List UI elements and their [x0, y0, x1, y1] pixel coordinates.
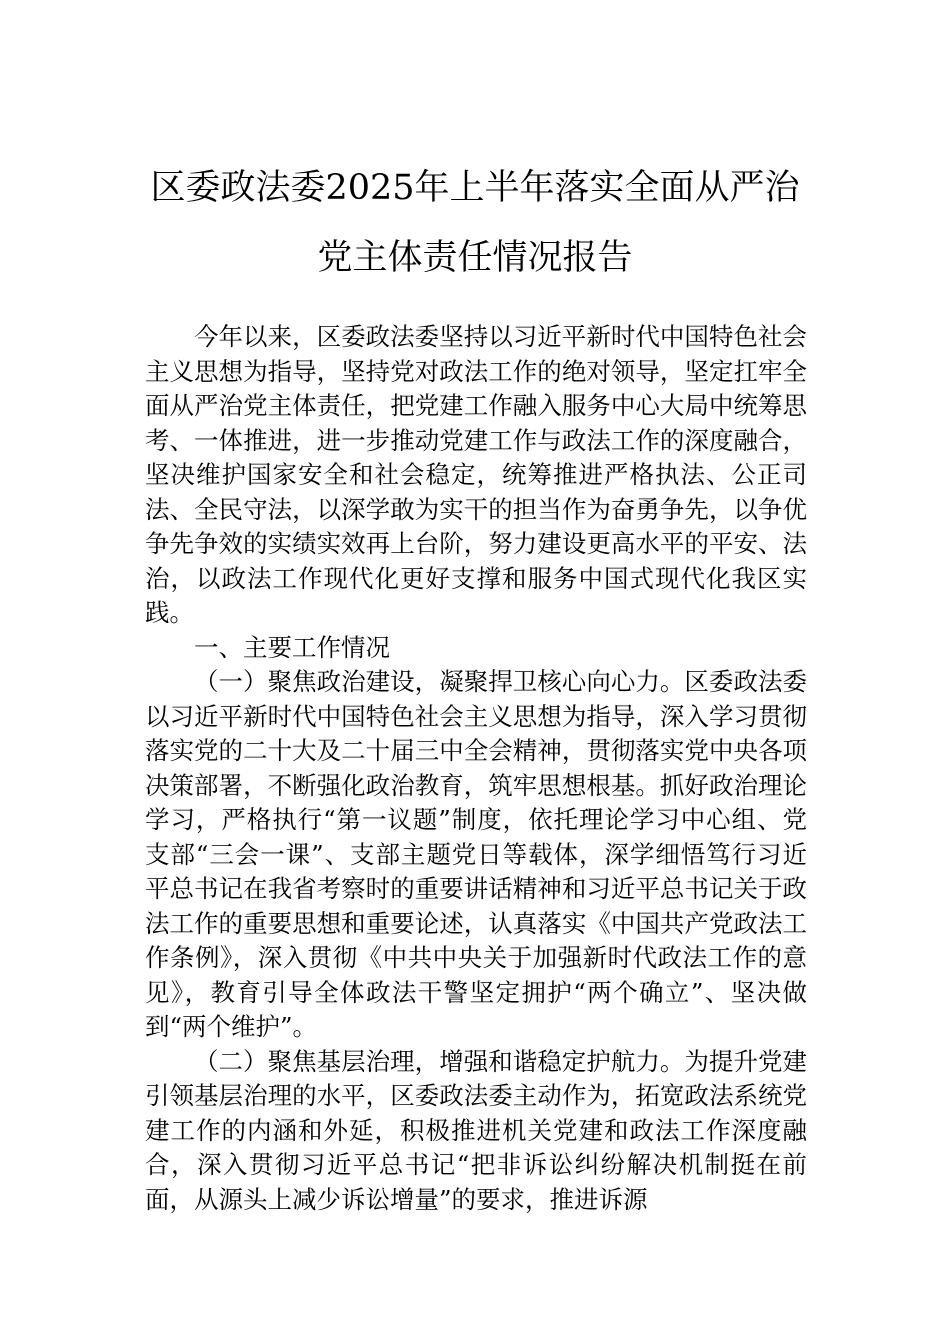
- document-title-line-2: 党主体责任情况报告: [317, 238, 633, 278]
- document-body: [145, 320, 807, 1217]
- section-heading: 一、主要工作情况: [194, 632, 390, 662]
- paragraph-grassroots-governance: （二）聚焦基层治理，增强和谐稳定护航力。为提升党建引领基层治理的水平，区委政法委主动作为，拓宽政法系统党建工作的内涵和外延，积极推进机关党建和政法工作深度融合，深入贯彻习近平总书记“把非诉讼纠纷解决机制挺在前面，从源头上减少诉讼增量”的要求，推进诉源: [145, 1046, 807, 1214]
- paragraph-political-construction: （一）聚焦政治建设，凝聚捍卫核心向心力。区委政法委以习近平新时代中国特色社会主义思想为指导，深入学习贯彻落实党的二十大及二十届三中全会精神，贯彻落实党中央各项决策部署，不断强化政治教育，筑牢思想根基。抓好政治理论学习，严格执行“第一议题”制度，依托理论学习中心组、党支部“三会一课”、支部主题党日等载体，深学细悟笃行习近平总书记在我省考察时的重要讲话精神和习近平总书记关于政法工作的重要思想和重要论述，认真落实《中国共产党政法工作条例》，深入贯彻《中共中央关于加强新时代政法工作的意见》，教育引导全体政法干警坚定拥护“两个确立”、坚决做到“两个维护”。: [145, 667, 807, 1041]
- document-title-line-1: 区委政法委2025年上半年落实全面从严治: [150, 168, 800, 208]
- intro-paragraph: 今年以来，区委政法委坚持以习近平新时代中国特色社会主义思想为指导，坚持党对政法工作的绝对领导，坚定扛牢全面从严治党主体责任，把党建工作融入服务中心大局中统筹思考、一体推进，进一步推动党建工作与政法工作的深度融合，坚决维护国家安全和社会稳定，统筹推进严格执法、公正司法、全民守法，以深学敢为实干的担当作为奋勇争先，以争优争先争效的实绩实效再上台阶，努力建设更高水平的平安、法治，以政法工作现代化更好支撑和服务中国式现代化我区实践。: [145, 322, 807, 627]
